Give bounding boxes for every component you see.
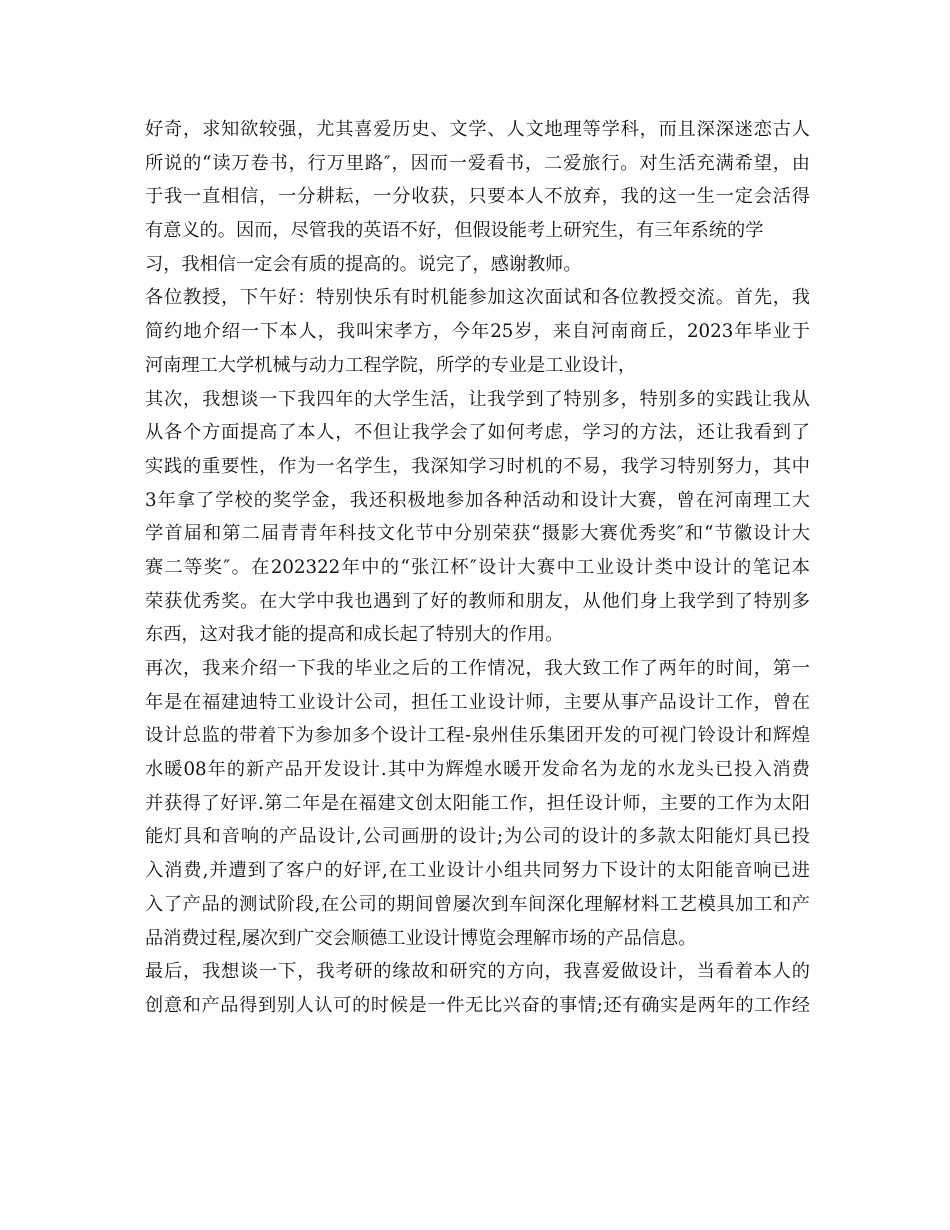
text-line: 3年拿了学校的奖学金，我还积极地参加各种活动和设计大赛，曾在河南理工大 — [145, 489, 810, 511]
text-line: 其次，我想谈一下我四年的大学生活，让我学到了特别多，特别多的实践让我从 — [145, 388, 810, 410]
text-line: 入消费,并遭到了客户的好评,在工业设计小组共同努力下设计的太阳能音响已进 — [145, 860, 810, 882]
text-line: 从各个方面提高了本人，不但让我学会了如何考虑，学习的方法，还让我看到了 — [145, 422, 810, 444]
text-line: 品消费过程,屡次到广交会顺德工业设计博览会理解市场的产品信息。 — [145, 927, 697, 949]
text-line: 能灯具和音响的产品设计,公司画册的设计;为公司的设计的多款太阳能灯具已投 — [145, 826, 810, 848]
text-line: 所说的“读万卷书，行万里路″，因而一爱看书，二爱旅行。对生活充满希望，由 — [145, 152, 810, 174]
text-line: 再次，我来介绍一下我的毕业之后的工作情况，我大致工作了两年的时间，第一 — [145, 658, 810, 679]
text-line: 河南理工大学机械与动力工程学院，所学的专业是工业设计， — [145, 354, 637, 376]
text-line: 东西，这对我才能的提高和成长起了特别大的作用。 — [145, 624, 564, 646]
text-line: 习，我相信一定会有质的提高的。说完了，感谢教师。 — [145, 253, 582, 275]
document-body — [145, 113, 810, 1023]
text-line: 设计总监的带着下为参加多个设计工程-泉州佳乐集团开发的可视门铃设计和辉煌 — [145, 725, 810, 747]
text-line: 创意和产品得到别人认可的时候是一件无比兴奋的事情;还有确实是两年的工作经 — [145, 994, 810, 1016]
text-line: 各位教授，下午好：特别快乐有时机能参加这次面试和各位教授交流。首先，我 — [145, 287, 810, 309]
text-line: 并获得了好评.第二年是在福建文创太阳能工作，担任设计师，主要的工作为太阳 — [145, 792, 810, 814]
text-line: 最后，我想谈一下，我考研的缘故和研究的方向，我喜爱做设计，当看着本人的 — [145, 961, 810, 983]
text-line: 水暖08年的新产品开发设计.其中为辉煌水暖开发命名为龙的水龙头已投入消费 — [145, 759, 810, 781]
text-line: 赛二等奖″。在202322年中的“张江杯″设计大赛中工业设计类中设计的笔记本 — [145, 556, 810, 578]
text-line: 简约地介绍一下本人，我叫宋孝方，今年25岁，来自河南商丘，2023年毕业于 — [145, 321, 810, 343]
text-line: 实践的重要性，作为一名学生，我深知学习时机的不易，我学习特别努力，其中 — [145, 455, 810, 477]
text-line: 学首届和第二届青青年科技文化节中分别荣获“摄影大赛优秀奖″和“节徽设计大 — [145, 523, 810, 545]
text-line: 入了产品的测试阶段,在公司的期间曾屡次到车间深化理解材料工艺模具加工和产 — [145, 893, 810, 915]
text-line: 荣获优秀奖。在大学中我也遇到了好的教师和朋友，从他们身上我学到了特别多 — [145, 590, 810, 612]
text-line: 有意义的。因而，尽管我的英语不好，但假设能考上研究生，有三年系统的学 — [145, 220, 764, 242]
text-line: 好奇，求知欲较强，尤其喜爱历史、文学、人文地理等学科，而且深深迷恋古人 — [145, 119, 810, 140]
text-line: 于我一直相信，一分耕耘，一分收获，只要本人不放弃，我的这一生一定会活得 — [145, 186, 810, 208]
text-line: 年是在福建迪特工业设计公司，担任工业设计师，主要从事产品设计工作，曾在 — [145, 691, 810, 713]
